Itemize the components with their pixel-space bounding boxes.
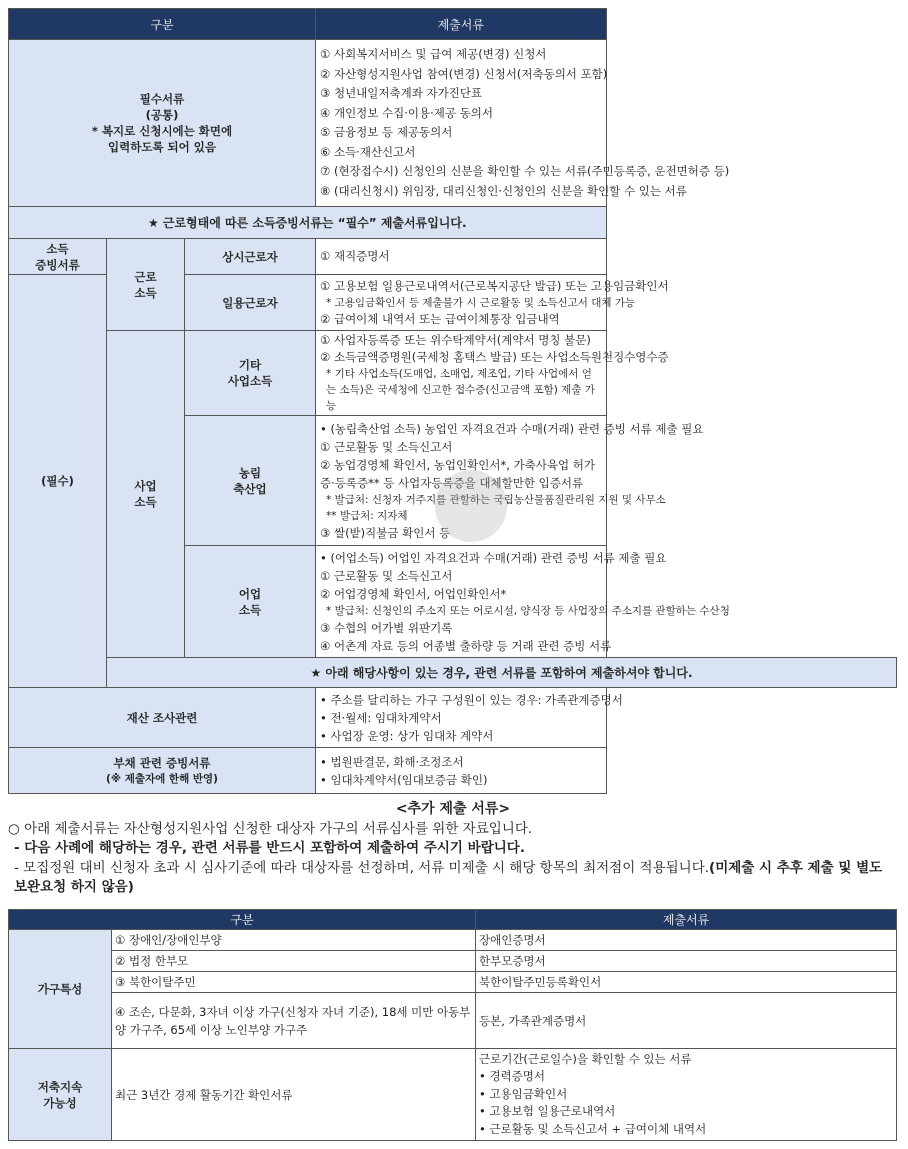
- list-item: • 임대차계약서(임대보증금 확인): [320, 772, 488, 787]
- list-item: ① 사회복지서비스 및 급여 제공(변경) 신청서: [320, 47, 547, 61]
- debt-label: 부채 관련 증빙서류 (※ 제출자에 한해 반영): [9, 748, 316, 794]
- intro-line-3: - 모집정원 대비 신청자 초과 시 심사기준에 따라 대상자를 선정하며, 서류 미제출 시 해당 항목의 최저점이 적용됩니다.(미제출 시 추후 제출 및 별도 보완요청 하지 않음): [14, 859, 883, 895]
- list-item: ② 자산형성지원사업 참여(변경) 신청서(저축동의서 포함): [320, 66, 608, 81]
- list-item: • 주소를 달리하는 가구 구성원이 있는 경우: 가족관계증명서: [320, 692, 623, 707]
- header-category-2: 구분: [9, 910, 476, 930]
- list-item: ⑧ (대리신청시) 위임장, 대리신청인·신청인의 신분을 확인할 수 있는 서류: [320, 183, 687, 198]
- household-doc-4: 등본, 가족관계증명서: [476, 993, 897, 1049]
- list-item: ② 급여이체 내역서 또는 급여이체통장 입금내역: [320, 311, 560, 326]
- debt-docs: [316, 748, 607, 794]
- additional-docs-intro: [8, 800, 898, 898]
- list-item: ① 고용보험 일용근로내역서(근로복지공단 발급) 또는 고용임금확인서: [320, 278, 669, 293]
- daily-worker-label: 일용근로자: [185, 275, 316, 331]
- list-item: ② 소득금액증명원(국세청 홈택스 발급) 또는 사업소득원천징수영수증: [320, 350, 669, 364]
- income-proof-label: 소득 증빙서류: [9, 239, 107, 275]
- business-income-label: 사업 소득: [107, 331, 185, 658]
- list-item: ⑦ (현장접수시) 신청인의 신분을 확인할 수 있는 서류(주민등록증, 운전면허증 등): [320, 164, 730, 178]
- household-item-2: ② 법정 한부모: [112, 951, 476, 972]
- list-item: ⑥ 소득·재산신고서: [320, 144, 416, 159]
- list-item: ① 재직증명서: [320, 249, 390, 263]
- regular-worker-docs: [316, 239, 607, 275]
- list-item: • (농림축산업 소득) 농업인 자격요건과 수매(거래) 관련 증빙 서류 제출 필요: [320, 421, 704, 436]
- list-item: ③ 수협의 어가별 위판기록: [320, 620, 453, 635]
- agriculture-docs: [316, 416, 704, 546]
- required-label: (필수): [9, 275, 107, 688]
- list-item: ③ 쌀(밭)직불금 확인서 등: [320, 525, 451, 540]
- other-business-label: 기타 사업소득: [185, 331, 316, 416]
- list-item: 근로기간(근로일수)을 확인할 수 있는 서류: [479, 1051, 692, 1066]
- list-item: • 경력증명서: [479, 1069, 545, 1084]
- household-item-3: ③ 북한이탈주민: [112, 972, 476, 993]
- list-item: ① 근로활동 및 소득신고서: [320, 568, 453, 583]
- list-item: • 전·월세: 임대차계약서: [320, 710, 442, 725]
- list-item: ② 농업경영체 확인서, 농업인확인서*, 가축사육업 허가증·등록증** 등 사업자등록증을 대체할만한 입증서류: [320, 457, 595, 490]
- property-docs: [316, 688, 623, 748]
- saving-docs: [476, 1049, 897, 1141]
- saving-item: 최근 3년간 경제 활동기간 확인서류: [112, 1049, 476, 1141]
- list-item: • 법원판결문, 화해·조정조서: [320, 754, 464, 769]
- labor-income-label: 근로 소득: [107, 239, 185, 331]
- list-item: ① 사업자등록증 또는 위수탁계약서(계약서 명칭 불문): [320, 333, 591, 347]
- header-documents-2: 제출서류: [476, 910, 897, 930]
- required-common-list: [316, 40, 730, 207]
- notice-optional-docs: ★ 아래 해당사항이 있는 경우, 관련 서류를 포함하여 제출하셔야 합니다.: [107, 658, 897, 688]
- additional-documents-table: [8, 909, 897, 1141]
- household-doc-2: 한부모증명서: [476, 951, 897, 972]
- fishery-label: 어업 소득: [185, 546, 316, 658]
- list-item: * 발급처: 신청자 거주지를 관할하는 국립농산물품질관리원 지원 및 사무소: [326, 493, 666, 506]
- household-item-4: ④ 조손, 다문화, 3자녀 이상 가구(신청자 자녀 기준), 18세 미만 아동부양 가구주, 65세 이상 노인부양 가구주: [112, 993, 476, 1049]
- header-category: 구분: [9, 9, 316, 40]
- list-item: ① 근로활동 및 소득신고서: [320, 439, 453, 454]
- list-item: • 고용보험 일용근로내역서: [479, 1104, 616, 1119]
- required-documents-table: [8, 8, 897, 794]
- daily-worker-docs: [316, 275, 669, 331]
- saving-label: 저축지속 가능성: [9, 1049, 112, 1141]
- list-item: ③ 청년내일저축계좌 자가진단표: [320, 86, 483, 100]
- other-business-docs: [316, 331, 669, 416]
- property-label: 재산 조사관련: [9, 688, 316, 748]
- list-item: * 고용임금확인서 등 제출불가 시 근로활동 및 소득신고서 대체 가능: [326, 296, 636, 309]
- header-documents: 제출서류: [316, 9, 607, 40]
- list-item: * 기타 사업소득(도매업, 소매업, 제조업, 기타 사업에서 얻는 소득)은 국세청에 신고한 접수증(신고금액 포함) 제출 가능: [326, 368, 595, 412]
- list-item: ** 발급처: 지자체: [326, 509, 408, 522]
- list-item: • 사업장 운영: 상가 임대차 계약서: [320, 728, 494, 743]
- fishery-docs: [316, 546, 730, 658]
- agriculture-label: 농림 축산업: [185, 416, 316, 546]
- additional-docs-title: <추가 제출 서류>: [395, 801, 511, 817]
- list-item: ④ 어촌계 자료 등의 어종별 출하량 등 거래 관련 증빙 서류: [320, 638, 612, 653]
- list-item: ④ 개인정보 수집·이용·제공 동의서: [320, 105, 494, 120]
- list-item: * 발급처: 신청인의 주소지 또는 어로시설, 양식장 등 사업장의 주소지를 관할하는 수산청: [326, 604, 730, 617]
- household-item-1: ① 장애인/장애인부양: [112, 930, 476, 951]
- notice-income-required: ★ 근로형태에 따른 소득증빙서류는 “필수” 제출서류입니다.: [9, 207, 607, 239]
- household-doc-3: 북한이탈주민등록확인서: [476, 972, 897, 993]
- required-common-label: 필수서류 (공통) * 복지로 신청시에는 화면에 입력하도록 되어 있음: [9, 40, 316, 207]
- household-label: 가구특성: [9, 930, 112, 1049]
- list-item: • 고용임금확인서: [479, 1086, 568, 1101]
- regular-worker-label: 상시근로자: [185, 239, 316, 275]
- intro-line-2: - 다음 사례에 해당하는 경우, 관련 서류를 반드시 포함하여 제출하여 주시기 바랍니다.: [14, 840, 525, 856]
- intro-line-1: ○ 아래 제출서류는 자산형성지원사업 신청한 대상자 가구의 서류심사를 위한 자료입니다.: [8, 820, 533, 837]
- list-item: • 근로활동 및 소득신고서 + 급여이체 내역서: [479, 1121, 707, 1136]
- list-item: ② 어업경영체 확인서, 어업인확인서*: [320, 586, 507, 601]
- list-item: • (어업소득) 어업인 자격요건과 수매(거래) 관련 증빙 서류 제출 필요: [320, 550, 667, 565]
- household-doc-1: 장애인증명서: [476, 930, 897, 951]
- list-item: ⑤ 금융정보 등 제공동의서: [320, 125, 453, 139]
